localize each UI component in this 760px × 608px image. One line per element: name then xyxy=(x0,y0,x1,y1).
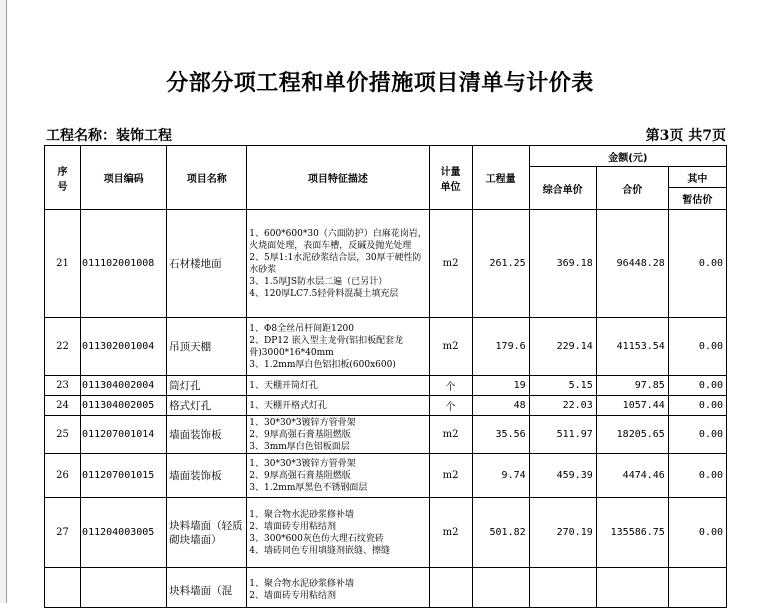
page-title: 分部分项工程和单价措施项目清单与计价表 xyxy=(166,70,594,96)
row-unit-price: 5.15 xyxy=(529,376,596,396)
row-provisional: 0.00 xyxy=(668,454,726,498)
row-unit: m2 xyxy=(429,498,472,568)
row-name: 石材楼地面 xyxy=(167,210,247,318)
row-seq: 25 xyxy=(45,416,81,454)
table-row xyxy=(45,396,727,416)
row-seq: 24 xyxy=(45,396,81,416)
row-code: 011304002005 xyxy=(81,396,167,416)
row-desc: 1、Φ8全丝吊杆间距1200 2、DP12 嵌入型主龙骨(铝扣板配套龙骨)3000*16*40mm 3、1.2mm厚白色铝扣板(600x600) xyxy=(247,318,429,376)
header-name: 项目名称 xyxy=(167,146,247,210)
row-provisional: 0.00 xyxy=(668,498,726,568)
header-unit-price: 综合单价 xyxy=(529,167,596,210)
row-code: 011207001015 xyxy=(81,454,167,498)
row-name: 块料墙面（轻质砌块墙面） xyxy=(167,498,247,568)
row-unit: m2 xyxy=(429,454,472,498)
row-code: 011302001004 xyxy=(81,318,167,376)
row-unit-price: 369.18 xyxy=(529,210,596,318)
row-total: 1057.44 xyxy=(596,396,668,416)
header-among: 其中 xyxy=(668,167,726,188)
table-row xyxy=(45,376,727,396)
row-desc: 1、天棚开筒灯孔 xyxy=(247,376,429,396)
row-unit-price xyxy=(529,568,596,608)
row-provisional xyxy=(668,568,726,608)
row-qty: 9.74 xyxy=(472,454,529,498)
row-qty: 261.25 xyxy=(472,210,529,318)
row-total xyxy=(596,568,668,608)
table-row xyxy=(45,416,727,454)
row-desc: 1、30*30*3镀锌方管骨架 2、9厚高强石膏基阻燃版 3、3mm厚白色铝板面层 xyxy=(247,416,429,454)
row-seq: 23 xyxy=(45,376,81,396)
row-qty: 35.56 xyxy=(472,416,529,454)
row-desc: 1、30*30*3镀锌方管骨架 2、9厚高强石膏基阻燃版 3、1.2mm厚黑色不锈钢面层 xyxy=(247,454,429,498)
row-unit: m2 xyxy=(429,416,472,454)
row-total: 4474.46 xyxy=(596,454,668,498)
row-code: 011304002004 xyxy=(81,376,167,396)
row-name: 墙面装饰板 xyxy=(167,416,247,454)
row-desc: 1、600*600*30（六面防护）白麻花岗岩，火烧面处理，表面车槽，反碱及抛光处理 2、5厚1:1水泥砂浆结合层，30厚干硬性防水砂浆 3、1.5厚JS防水层二遍（已另计） 4、120厚LC7.5轻骨料混凝土填充层 xyxy=(247,210,429,318)
row-seq: 21 xyxy=(45,210,81,318)
row-total: 41153.54 xyxy=(596,318,668,376)
row-name: 格式灯孔 xyxy=(167,396,247,416)
table-row xyxy=(45,498,727,568)
row-code: 011102001008 xyxy=(81,210,167,318)
row-unit xyxy=(429,568,472,608)
row-name: 吊顶天棚 xyxy=(167,318,247,376)
row-name: 筒灯孔 xyxy=(167,376,247,396)
row-unit-price: 22.03 xyxy=(529,396,596,416)
row-qty: 179.6 xyxy=(472,318,529,376)
row-code: 011207001014 xyxy=(81,416,167,454)
bill-table xyxy=(44,145,727,608)
row-unit-price: 270.19 xyxy=(529,498,596,568)
row-provisional: 0.00 xyxy=(668,318,726,376)
row-unit-price: 511.97 xyxy=(529,416,596,454)
row-unit: 个 xyxy=(429,376,472,396)
row-seq: 27 xyxy=(45,498,81,568)
header-unit: 计量 单位 xyxy=(429,146,472,210)
row-total: 97.85 xyxy=(596,376,668,396)
row-provisional: 0.00 xyxy=(668,416,726,454)
table-row xyxy=(45,568,727,608)
row-provisional: 0.00 xyxy=(668,210,726,318)
header-seq: 序 号 xyxy=(45,146,81,210)
row-unit-price: 459.39 xyxy=(529,454,596,498)
row-total: 135586.75 xyxy=(596,498,668,568)
row-total: 18205.65 xyxy=(596,416,668,454)
row-unit-price: 229.14 xyxy=(529,318,596,376)
row-name: 墙面装饰板 xyxy=(167,454,247,498)
header-qty: 工程量 xyxy=(472,146,529,210)
header-provisional: 暂估价 xyxy=(668,188,726,210)
row-unit: m2 xyxy=(429,318,472,376)
table-row xyxy=(45,318,727,376)
row-qty xyxy=(472,568,529,608)
header-amount: 金额(元) xyxy=(529,146,726,167)
row-code xyxy=(81,568,167,608)
row-seq xyxy=(45,568,81,608)
row-desc: 1、聚合物水泥砂浆修补墙 2、墙面砖专用粘结剂 3、300*600灰色仿大理石纹瓷砖 4、墙砖同色专用填缝剂嵌缝、擦缝 xyxy=(247,498,429,568)
project-name-label: 工程名称：装饰工程 xyxy=(46,128,172,144)
row-seq: 26 xyxy=(45,454,81,498)
header-total: 合价 xyxy=(596,167,668,210)
row-desc: 1、天棚开格式灯孔 xyxy=(247,396,429,416)
row-total: 96448.28 xyxy=(596,210,668,318)
row-code: 011204003005 xyxy=(81,498,167,568)
row-qty: 19 xyxy=(472,376,529,396)
row-qty: 48 xyxy=(472,396,529,416)
row-provisional: 0.00 xyxy=(668,396,726,416)
table-row xyxy=(45,210,727,318)
row-seq: 22 xyxy=(45,318,81,376)
row-name: 块料墙面（混 xyxy=(167,568,247,608)
header-desc: 项目特征描述 xyxy=(247,146,429,210)
row-unit: m2 xyxy=(429,210,472,318)
row-desc: 1、聚合物水泥砂浆修补墙 2、墙面砖专用粘结剂 xyxy=(247,568,429,608)
page-indicator: 第3页 共7页 xyxy=(645,128,726,144)
row-unit: 个 xyxy=(429,396,472,416)
row-provisional: 0.00 xyxy=(668,376,726,396)
table-row xyxy=(45,454,727,498)
row-qty: 501.82 xyxy=(472,498,529,568)
header-code: 项目编码 xyxy=(81,146,167,210)
